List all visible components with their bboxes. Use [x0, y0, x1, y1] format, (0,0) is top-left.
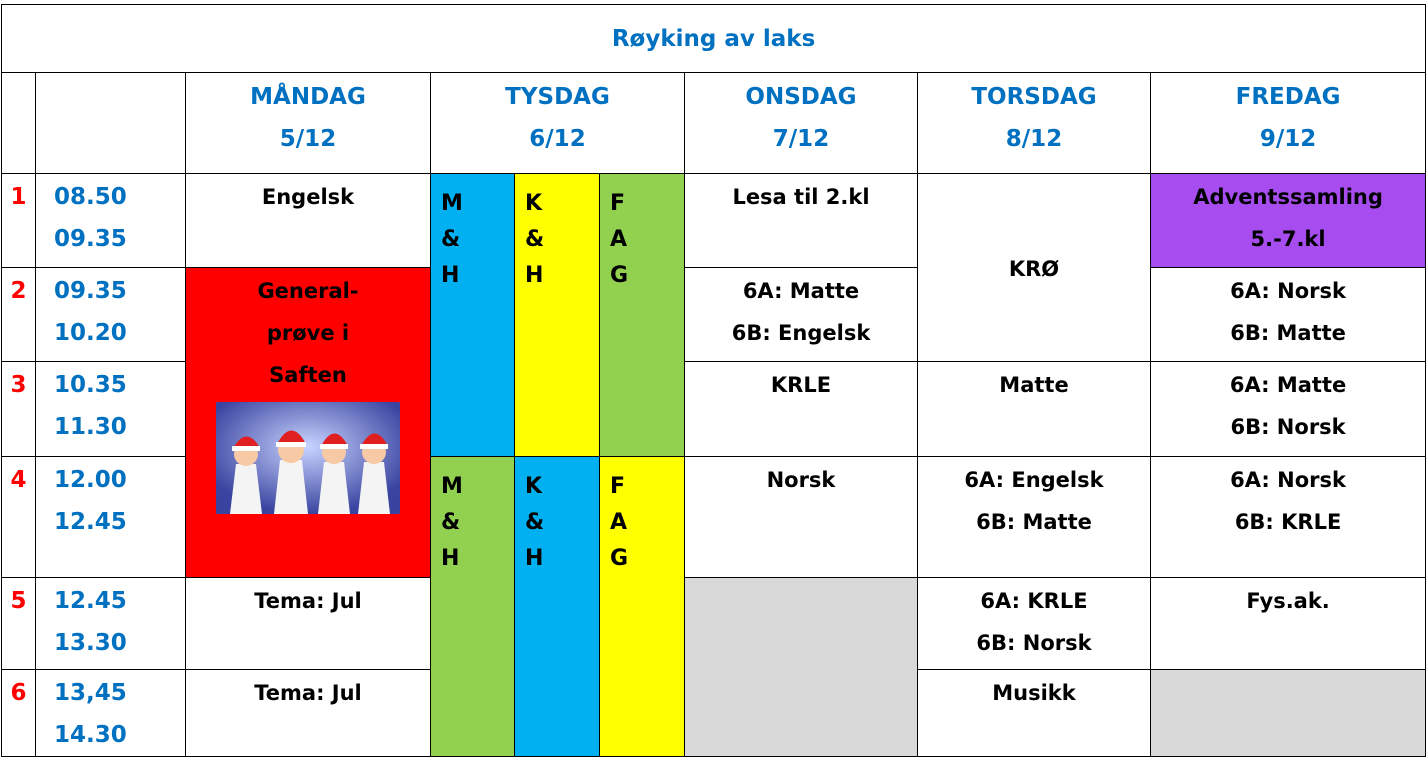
- strip-letter: K: [525, 474, 543, 499]
- friday-p3: [1151, 362, 1426, 457]
- strip-letter: G: [610, 263, 629, 288]
- friday-p5: Fys.ak.: [1151, 578, 1426, 670]
- strip-letter: F: [610, 474, 626, 499]
- wednesday-p3: KRLE: [685, 362, 918, 457]
- period-start: 09.35: [54, 278, 127, 304]
- wednesday-p1: Lesa til 2.kl: [685, 174, 918, 268]
- day-date: 5/12: [279, 126, 337, 152]
- cell-line: 6A: Matte: [742, 279, 860, 303]
- period-row-5: [2, 578, 1426, 670]
- cell-line: 6A: Engelsk: [964, 468, 1104, 492]
- day-name: TORSDAG: [971, 84, 1097, 110]
- period-number: 2: [2, 268, 36, 362]
- period-start: 10.35: [54, 372, 127, 398]
- thursday-p4: [918, 457, 1151, 578]
- strip-letter: &: [441, 227, 461, 252]
- cell-line: 6A: Norsk: [1230, 279, 1346, 303]
- strip-letter: &: [525, 227, 545, 252]
- friday-p4: [1151, 457, 1426, 578]
- strip-letter: &: [525, 510, 545, 535]
- period-time: [36, 268, 186, 362]
- period-start: 08.50: [54, 184, 127, 210]
- strip-letter: H: [525, 263, 544, 288]
- strip-letter: K: [525, 191, 543, 216]
- monday-generalprove: [186, 268, 431, 578]
- period-number: 3: [2, 362, 36, 457]
- day-date: 6/12: [529, 126, 586, 152]
- day-name: MÅNDAG: [250, 84, 366, 110]
- cell-line: 6B: Matte: [1230, 321, 1346, 345]
- period-end: 09.35: [54, 226, 127, 252]
- day-name: FREDAG: [1235, 84, 1341, 110]
- tuesday-strip-mh-top: [431, 174, 515, 457]
- cell-line: 5.-7.kl: [1250, 227, 1326, 251]
- monday-p5: Tema: Jul: [186, 578, 431, 670]
- tuesday-strip-fag-bottom: [600, 457, 685, 757]
- header-time-cell: [36, 73, 186, 174]
- strip-letter: H: [441, 546, 460, 571]
- choir-children-illustration: [216, 402, 400, 514]
- cell-line: 6B: Matte: [976, 510, 1092, 534]
- wednesday-p5-p6-empty: [685, 578, 918, 757]
- wednesday-p2: [685, 268, 918, 362]
- day-header-row: [2, 73, 1426, 174]
- day-date: 9/12: [1259, 126, 1317, 152]
- day-name: TYSDAG: [505, 84, 610, 110]
- period-end: 11.30: [54, 414, 127, 440]
- period-time: [36, 174, 186, 268]
- period-end: 13.30: [54, 630, 127, 656]
- period-start: 12.45: [54, 588, 127, 614]
- period-number: 6: [2, 670, 36, 757]
- period-row-2: [2, 268, 1426, 362]
- day-date: 8/12: [1005, 126, 1063, 152]
- cell-line: 6A: Matte: [1229, 373, 1347, 397]
- day-name: ONSDAG: [745, 84, 857, 110]
- strip-letter: H: [441, 263, 460, 288]
- strip-letter: &: [441, 510, 461, 535]
- cell-line: Saften: [269, 363, 347, 387]
- tuesday-strip-kh-top: [515, 174, 600, 457]
- period-row-1: [2, 174, 1426, 268]
- cell-line: General-: [257, 279, 359, 303]
- strip-letter: G: [610, 546, 629, 571]
- day-header-thursday: [918, 73, 1151, 174]
- period-time: [36, 578, 186, 670]
- cell-line: 6B: Norsk: [976, 631, 1092, 655]
- thursday-p3: Matte: [918, 362, 1151, 457]
- period-start: 12.00: [54, 467, 127, 493]
- tuesday-strip-kh-bottom: [515, 457, 600, 757]
- period-end: 14.30: [54, 722, 127, 748]
- cell-line: 6A: KRLE: [980, 589, 1088, 613]
- day-header-monday: [186, 73, 431, 174]
- friday-p6-empty: [1151, 670, 1426, 757]
- period-number: 1: [2, 174, 36, 268]
- period-number: 5: [2, 578, 36, 670]
- strip-letter: F: [610, 191, 626, 216]
- thursday-p1-p2: KRØ: [918, 174, 1151, 362]
- cell-line: Adventssamling: [1193, 185, 1383, 209]
- header-blank-cell: [2, 73, 36, 174]
- period-number: 4: [2, 457, 36, 578]
- wednesday-p4: Norsk: [685, 457, 918, 578]
- period-time: [36, 457, 186, 578]
- day-date: 7/12: [772, 126, 830, 152]
- strip-letter: A: [610, 510, 628, 535]
- cell-line: 6B: Norsk: [1230, 415, 1346, 439]
- cell-line: 6A: Norsk: [1230, 468, 1346, 492]
- friday-p2: [1151, 268, 1426, 362]
- strip-letter: M: [441, 191, 463, 216]
- cell-line: 6B: KRLE: [1234, 510, 1342, 534]
- monday-p6: Tema: Jul: [186, 670, 431, 757]
- strip-letter: M: [441, 474, 463, 499]
- tuesday-strip-mh-bottom: [431, 457, 515, 757]
- period-start: 13,45: [54, 680, 127, 706]
- monday-p1: Engelsk: [186, 174, 431, 268]
- tuesday-strip-fag-top: [600, 174, 685, 457]
- schedule-table: [1, 4, 1426, 757]
- period-time: [36, 362, 186, 457]
- day-header-friday: [1151, 73, 1426, 174]
- thursday-p6: Musikk: [918, 670, 1151, 757]
- cell-line: 6B: Engelsk: [731, 321, 871, 345]
- thursday-p5: [918, 578, 1151, 670]
- period-end: 10.20: [54, 320, 127, 346]
- cell-line: prøve i: [266, 321, 350, 345]
- friday-p1: [1151, 174, 1426, 268]
- day-header-tuesday: [431, 73, 685, 174]
- strip-letter: H: [525, 546, 544, 571]
- period-end: 12.45: [54, 509, 127, 535]
- period-time: [36, 670, 186, 757]
- page-title: Røyking av laks: [2, 5, 1426, 73]
- strip-letter: A: [610, 227, 628, 252]
- day-header-wednesday: [685, 73, 918, 174]
